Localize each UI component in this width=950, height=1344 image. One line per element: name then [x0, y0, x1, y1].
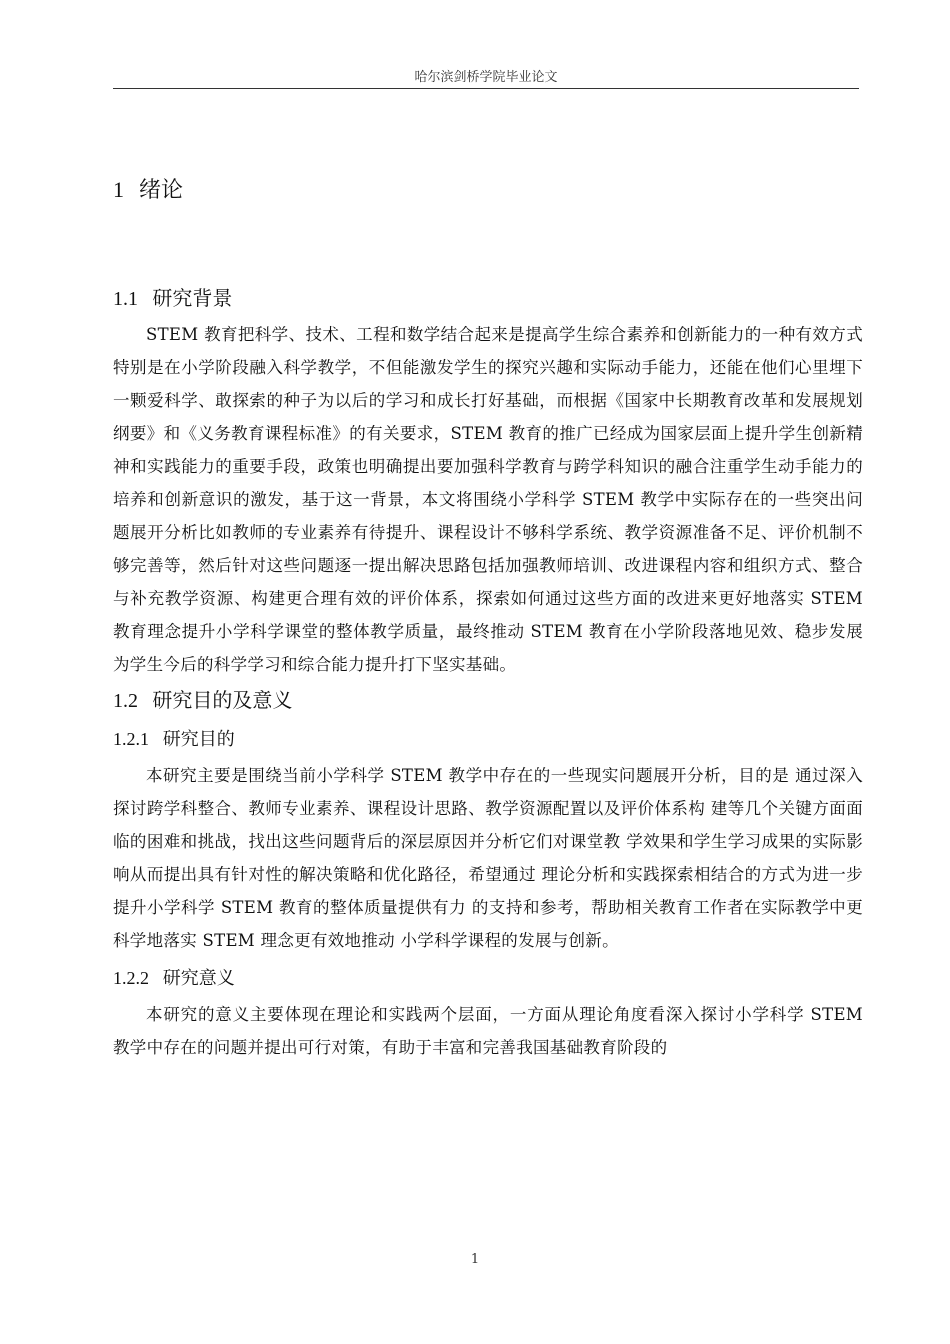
subsection-heading-1-2-2	[113, 961, 863, 996]
section-number: 1.2	[113, 690, 138, 712]
section-title: 研究背景	[152, 286, 233, 310]
subsection-number: 1.2.1	[113, 729, 149, 749]
subsection-title: 研究意义	[162, 968, 235, 989]
section-number: 1.1	[113, 288, 138, 310]
paragraph-research-significance: 本研究的意义主要体现在理论和实践两个层面，一方面从理论角度看深入探讨小学科学 STEM 教学中存在的问题并提出可行对策，有助于丰富和完善我国基础教育阶段的	[113, 1005, 863, 1057]
subsection-title: 研究目的	[162, 729, 235, 750]
header-divider	[113, 88, 859, 89]
section-title: 研究目的及意义	[152, 688, 293, 712]
paragraph-research-background: STEM 教育把科学、技术、工程和数学结合起来是提高学生综合素养和创新能力的一种有效方式特别是在小学阶段融入科学教学，不但能激发学生的探究兴趣和实际动手能力，还能在他们心里埋下一颗爱科学、敢探索的种子为以后的学习和成长打好基础，而根据《国家中长期教育改革和发展规划纲要》和《义务教育课程标准》的有关要求，STEM 教育的推广已经成为国家层面上提升学生创新精神和实践能力的重要手段，政策也明确提出要加强科学教育与跨学科知识的融合注重学生动手能力的培养和创新意识的激发，基于这一背景，本文将围绕小学科学 STEM 教学中实际存在的一些突出问题展开分析比如教师的专业素养有待提升、课程设计不够科学系统、教学资源准备不足、评价机制不够完善等，然后针对这些问题逐一提出解决思路包括加强教师培训、改进课程内容和组织方式、整合与补充教学资源、构建更合理有效的评价体系，探索如何通过这些方面的改进来更好地落实 STEM 教育理念提升小学科学课堂的整体教学质量，最终推动 STEM 教育在小学阶段落地见效、稳步发展为学生今后的科学学习和综合能力提升打下坚实基础。	[113, 325, 863, 674]
section-heading-1-1	[113, 281, 863, 316]
document-body	[113, 170, 863, 1066]
paragraph-research-purpose: 本研究主要是围绕当前小学科学 STEM 教学中存在的一些现实问题展开分析，目的是 通过深入探讨跨学科整合、教师专业素养、课程设计思路、教学资源配置以及评价体系构 建等几个关键方面面临的困难和挑战，找出这些问题背后的深层原因并分析它们对课堂教 学效果和学生学习成果的实际影响从而提出具有针对性的解决策略和优化路径，希望通过 理论分析和实践探索相结合的方式为进一步提升小学科学 STEM 教育的整体质量提供有力 的支持和参考，帮助相关教育工作者在实际教学中更科学地落实 STEM 理念更有效地推动 小学科学课程的发展与创新。	[113, 766, 863, 950]
chapter-title: 绪论	[139, 178, 184, 203]
chapter-number: 1	[113, 177, 124, 202]
running-header: 哈尔滨剑桥学院毕业论文	[414, 70, 558, 85]
chapter-heading	[113, 170, 863, 211]
page-number: 1	[470, 1252, 480, 1267]
subsection-number: 1.2.2	[113, 968, 149, 988]
subsection-heading-1-2-1	[113, 722, 863, 757]
section-heading-1-2	[113, 683, 863, 718]
